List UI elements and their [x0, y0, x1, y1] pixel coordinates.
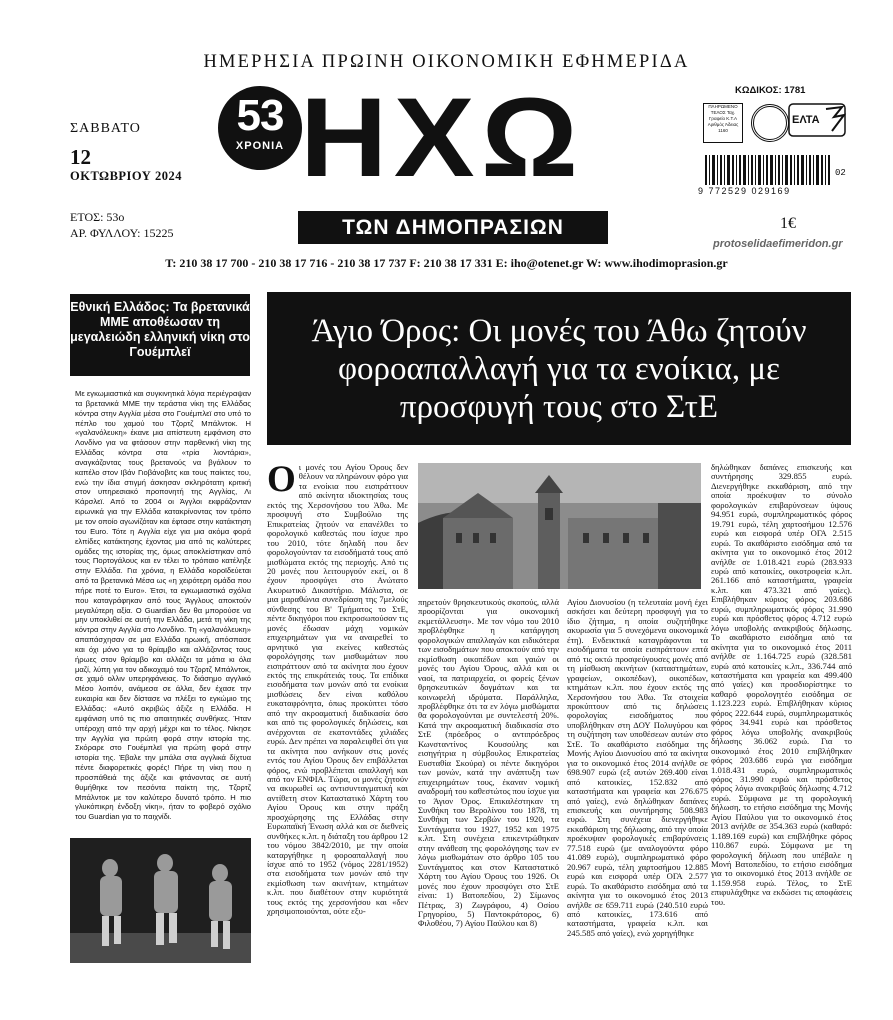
- barcode-icon: [705, 155, 830, 185]
- price: 1€: [780, 215, 796, 232]
- postal-brand: ΕΛΤΑ: [792, 114, 820, 126]
- month-year: ΟΚΤΩΒΡΙΟΥ 2024: [70, 169, 182, 183]
- monastery-photo: [418, 463, 701, 589]
- side-story-headline: Εθνική Ελλάδος: Τα βρετανικά ΜΜΕ αποθέωσαν τη μεγαλειώδη ελληνική νίκη στο Γουέμπλεϊ: [70, 294, 250, 376]
- article-column-1: [267, 463, 408, 966]
- day-number: 12: [70, 145, 91, 169]
- newspaper-subtitle: ΤΩΝ ΔΗΜΟΠΡΑΣΙΩΝ: [298, 211, 608, 244]
- article-column-3: Αγίου Διονυσίου (η τελευταία μονή έχει ασκήσει και δεύτερη προσφυγή για το ίδιο ζήτημα, η οποία συζητήθηκε ακυρωσία για 5 συνεχόμενα οικονομικά έτη). Ενδεικτικά καταγράφονται τα εισοδήματα τα οποία εισπράττουν επτά από τις οκτώ προσφεύγουσες μονές από τη μίσθωση ακινήτων (καταστημάτων, γραφείων, οικοπέδων), οικοπέδων, κτημάτων κ.λπ. που έχουν εκτός της Χερσονήσου του Άθω. Τα στοιχεία προκύπτουν από τις δηλώσεις φορολογίας εισοδήματος που υποβλήθηκαν στη ΔΟΥ Πολυγύρου και τη συζήτηση των υποθέσεων αυτών στο ΣτΕ. Το ακαθάριστο εισόδημα της Μονής Αγίου Διονυσίου από τα ακίνητα για το οικονομικό έτος 2014 ανήλθε σε 698.907 ευρώ (εξ αυτών 269.400 είναι από κατοικίες, 152.832 από καταστήματα και γραφεία και 276.675 από γαίες), ενώ δηλώθηκαν δαπάνες επισκευής και συντήρησης 508.983 ευρώ. Στη συνέχεια διενεργήθηκε εκκαθάριση της δήλωσης, από την οποία προέκυψαν φορολογικές επιβαρύνσεις 77.518 ευρώ (με αναλογούντα φόρο 41.089 ευρώ), συμπληρωματικό φόρο 20.967 ευρώ, τέλη χαρτοσήμου 12.885 ευρώ και εισφορά υπέρ ΟΓΑ 2.577 ευρώ. Το ακαθάριστο εισόδημα από τα ακίνητα για το οικονομικό έτος 2013 ανήλθε σε 659.711 ευρώ (240.510 ευρώ από κατοικίες, 173.616 από καταστήματα, γραφεία κ.λπ. και 245.585 από γαίες), ενώ χορηγήθηκε: [567, 598, 708, 938]
- product-code: ΚΩΔΙΚΟΣ: 1781: [735, 85, 806, 96]
- anniversary-number: 53: [236, 91, 284, 140]
- certification-seal-icon: [751, 104, 789, 142]
- newspaper-tagline: ΗΜΕΡΗΣΙΑ ΠΡΩΙΝΗ ΟΙΚΟΝΟΜΙΚΗ ΕΦΗΜΕΡΙΔΑ: [203, 52, 690, 72]
- weekday: ΣΑΒΒΑΤΟ: [70, 121, 141, 136]
- watermark-website: protoselidaefimeridon.gr: [713, 238, 843, 250]
- issue-number: ΑΡ. ΦΥΛΛΟΥ: 15225: [70, 226, 174, 240]
- drop-cap: Ο: [267, 463, 296, 500]
- article-column-4: δηλώθηκαν δαπάνες επισκευής και συντήρησης 329.855 ευρώ. Διενεργήθηκε εκκαθάριση, από την οποία προέκυψαν το σύνολο φορολογικών επιβαρύνσεων ύψους 94.951 ευρώ, συμπληρωματικός φόρος 19.791 ευρώ, τέλη χαρτοσήμου 12.576 ευρώ και εισφορά υπέρ ΟΓΑ 2.515 ευρώ. Το ακαθάριστο εισόδημα από τα ακίνητα για το οικονομικό έτος 2012 ανήλθε σε 1.018.421 ευρώ (283.933 ευρώ από κατοικίες, οικοτροφεία κ.λπ. 261.166 από καταστήματα, γραφεία κ.λπ. και 473.321 από γαίες). Επιβλήθηκαν κύριος φόρος 203.686 ευρώ, συμπληρωματικός φόρος 31.990 ευρώ και πρόσθετος φόρος 4.712 ευρώ λόγω υποβολής ανακριβούς δήλωσης. Το ακαθάριστο εισόδημα από τα ακίνητα για το οικονομικό έτος 2011 ανήλθε σε 1.164.725 ευρώ (328.581 ευρώ από κατοικίες κ.λπ., 336.744 από καταστήματα και γραφεία και 499.400 από γαίες) και προσδιορίστηκε το καθαρό φορολογητέο εισόδημα σε 1.123.223 ευρώ. Επιβλήθηκαν κύριος φόρος 222.644 ευρώ, συμπληρωματικός φόρος 34.941 ευρώ και πρόσθετος φόρος λόγω υποβολής ανακριβούς δήλωσης 36.062 ευρώ. Για το οικονομικό έτος 2010 επιβλήθηκαν φόρος 203.686 ευρώ για εισόδημα 1.018.431 ευρώ, συμπληρωματικός φόρος 31.990 ευρώ και πρόσθετος φόρος λόγω ανακριβούς δήλωσης 4.712 ευρώ. Σύμφωνα με τη φορολογική δήλωση, το ετήσιο εισόδημα της Μονής Αγίου Παύλου για το οικονομικό έτος 2013 ανήλθε σε 354.363 ευρώ (καθαρό: 1.189.169 ευρώ) και επιβλήθηκε φόρος 110.867 ευρώ. Σύμφωνα με τη φορολογική δήλωση που υπέβαλε η Μονή Βατοπεδίου, το ετήσιο εισόδημα για το οικονομικό έτος 2013 ανήλθε σε 1.159.958 ευρώ. Τέλος, το ΣτΕ επιφυλάχθηκε να εκδώσει τις αποφάσεις του.: [711, 463, 852, 907]
- main-headline: Άγιο Όρος: Οι μονές του Άθω ζητούν φοροαπαλλαγή για τα ενοίκια, με προσφυγή τους στο ΣτΕ: [267, 292, 851, 445]
- postage-paid-box: ΠΛΗΡΩΜΕΝΟ ΤΕΛΟΣ Ταχ. Γραφείο Κ.Τ.Α Αριθμός Άδειας 1160: [703, 103, 743, 143]
- newspaper-logo: ΗΧΩ: [300, 75, 585, 200]
- article-column-1-text: ι μονές του Αγίου Όρους δεν θέλουν να πληρώνουν φόρο για τα ενοίκια που εισπράττουν από ακίνητα ιδιοκτησίας τους εκτός της Χερσονήσου του Άθω. Με προσφυγή στο Συμβούλιο της Επικρατείας ζητούν να επανέλθει το φορολογικό καθεστώς που ίσχυε προ του 2010, τότε δηλαδή που δεν φορολογούνταν τα εισοδήματά τους από μισθώματα εκτός της περιοχής. Από τις 20 μονές που λειτουργούν εκεί, οι 8 έχουν προσφύγει στο Ανώτατο Ακυρωτικό Δικαστήριο. Μάλιστα, σε μια μαραθώνια συνεδρίαση της 7μελούς σύνθεσης του Β' Τμήματος το ΣτΕ, πέντε δικηγόροι που εκπροσωπούσαν τις μονές έδωσαν μάχη νομικών επιχειρημάτων για να αναιρεθεί το αρνητικό για εκείνες καθεστώς φορολόγησης των μισθωμάτων που εισπράττουν από τα ακίνητα που έχουν εκτός της επικράτειάς τους. Τα επίδικα εισοδήματα των μονών από τα ενοίκια μισθώσεις δεν είναι καθόλου ευκαταφρόνητα, όπως προκύπτει τόσο από την ακροαματική διαδικασία όσο και από τις φορολογικές δηλώσεις, και ανέρχονται σε εκατοντάδες χιλιάδες ευρώ. Δεν πρέπει να παραλειφθεί ότι για τα ακίνητα που ανήκουν στις μονές εντός του Αγίου Όρους δεν επιβάλλεται φόρος, ενώ προβλέπεται απαλλαγή και από τον ΕΝΦΙΑ. Τώρα, οι μονές ζητούν να ακυρωθεί ως αντισυνταγματική και αντίθετη στον Καταστατικό Χάρτη του Αγίου Όρους και στην πράξη προσχώρησης της Ελλάδας στην Ευρωπαϊκή Ένωση αλλά και σε διεθνείς συνθήκες κ.λπ. η διάταξη του άρθρου 12 του νόμου 3842/2010, με την οποία καταργήθηκε η φοροαπαλλαγή που ίσχυε από το 1952 (νόμος 2281/1952) στα εισοδήματα των μονών από την εκμίσθωση των ακινήτων, κτημάτων κ.λπ. που διαθέτουν στην κυριότητά τους εκτός της χερσονήσου και «δεν χρησιμοποιούνται, ούτε εξυ-: [267, 463, 408, 917]
- article-column-2: πηρετούν θρησκευτικούς σκοπούς, αλλά προορίζονται για οικονομική εκμετάλλευση». Με τον νόμο του 2010 προβλέφθηκε η κατάργηση φορολογικών απαλλαγών και ειδικότερα των εισοδημάτων που αποκτούν από την εκμίσθωση οικοπέδων και γαιών οι μονές του Αγίου Όρους, αλλά και οι ναοί, τα πατριαρχεία, οι φορείς ξένων θρησκευτικών δογμάτων και τα κοινωφελή ιδρύματα. Παράλληλα, προβλέφθηκε ότι τα εν λόγω μισθώματα θα φορολογούνται με συντελεστή 20%. Κατά την ακροαματική διαδικασία στο ΣτΕ (πρόεδρος ο αντιπρόεδρος Κωνσταντίνος Κουσούλης και εισηγήτρια η σύμβουλος Επικρατείας Ευσταθία Σκούρα) οι πέντε δικηγόροι των μονών, κατά την ανάπτυξη των επιχειρημάτων τους, έκαναν νομική αναδρομή του καθεστώτος που ίσχυε για το Άγιον Όρος. Επικαλέστηκαν τη Συνθήκη του Βερολίνου του 1878, τη Συνθήκη των Σερβών του 1920, τα Συντάγματα του 1927, 1952 και 1975 κ.λπ. Στη συνέχεια επικεντρώθηκαν στην ανάθεση της φορολόγησης των εν λόγω μισθωμάτων στο άρθρο 105 του Συντάγματος και στον Καταστατικό Χάρτη του Αγίου Όρους του 1926. Οι μονές που έχουν προσφύγει στο ΣτΕ είναι: 1) Βατοπεδίου, 2) Σίμωνος Πέτρας, 3) Ζωγράφου, 4) Οσίου Γρηγορίου, 5) Παντοκράτορος, 6) Φιλοθέου, 7) Αγίου Παύλου και 8): [418, 598, 559, 929]
- anniversary-badge: [218, 86, 302, 170]
- anniversary-text: ΧΡΟΝΙΑ: [235, 140, 285, 152]
- football-players-photo: [70, 838, 251, 963]
- contact-line: T: 210 38 17 700 - 210 38 17 716 - 210 38 17 737 F: 210 38 17 331 E: iho@otenet.gr W: www.ihodimoprasion.gr: [165, 256, 728, 270]
- side-story-body: Με εγκωμιαστικά και συγκινητικά λόγια περιέγραψαν τα βρετανικά ΜΜΕ την τεράστια νίκη της Ελλάδας κόντρα στην Αγγλία μέσα στο Γουέμπλεϊ στο υπό το πέπλο του χαμού του Τζορτζ Μπάλντοκ. Η «γαλανόλευκη» έκανε μια απίστευτη εμφάνιση στο Λονδίνο για να φτάσουν στην παρθενική νίκη της Ελλάδας κόντρα στα «τρία λιοντάρια», αναγκάζοντας τους βρετανούς να βγάλουν το καπέλο στον Ιβάν Γιοβάνοβιτς και τους παίκτες του, ενώ την ίδια στιγμή άσκησαν σκληρότατη κριτική στον υπηρεσιακό προπονητή της Αγγλίας, Λι Κάρσλεϊ. Από το 2004 οι Άγγλοι εκφράζονταν ειρωνικά για την Ελλάδα κατακρίνοντας τον τρόπο με τον οποίο αγωνίζόταν και έφτασε στην κατάκτηση του Euro. Τότε η Αγγλία είχε για μια ακόμα φορά ελπίδες κατάκτησης έχοντας μια από τις καλύτερες ομάδες της ιστορίας της, όμως αποκλείστηκαν από τους Πορτογάλους και εν τέλει το τρόπαιο κατέληξε στην Ελλάδα. Για χρόνια, η Ελλάδα κοροϊδεύεται από τα βρετανικά Μέσα ως «η χειρότερη ομάδα που πήρε ποτέ το Euro». Έτσι, τα εγκωμιαστικά σχόλια που καταγράφηκαν από τους Άγγλους αποκτούν μεγαλύτερη αξία. Ο Guardian δεν θα μπορούσε να μην υποκλιθεί σε αυτή την Ελλάδα, μετά τη νίκη της κόντρα στην Αγγλία στο Λονδίνο. Τη «γαλανόλευκη» απαπάσχησαν σε μια Ελλάδα ηρωική, απόσπασε και όχι μόνο για το θρίαμβο και αλλάζοντας τους ήρωες στον θρίαμβο και αλλάζει τα μάτια κι όλα μαζί, λύπη για τον αδικοχαμό του Τζορτζ Μπάλντοκ, σε χαμό ολλιν υπερηφάνειας. Το διάσημο αγγλικό Μέσο λοιπόν, ανάμεσα σε άλλα, δεν έχασε την ευκαιρία και δεν δίστασε να πλέξει το εγκώμιο της Ελλάδας: «Αυτό ακριβώς άξιζε η Ελλάδα. Η εμφάνιση υπό τις πιο απαιτητικές συνθήκες. Ήταν υπέροχη από την αρχή μέχρι και το τέλος. Νίκησε την Αγγλία για πρώτη φορά στην ιστορία της. Σκόραρε στο Γουέμπλεϊ για πρώτη φορά στην ιστορία της. Έβαλε την μπάλα στα αγγλικά δίχτυα πέντε διαφορετικές φορές! Πήρε τη νίκη που η προσπάθειά της άξιζε και φτάνοντας σε αυτή θυμήθηκε τον πεσόντα παίκτη της, Τζορτζ Μπάλντοκ με τον καλύτερο δυνατό τρόπο. Η πιο γλυκόπικρη ένδοξη νίκη», ήταν το φοβερό σχόλιο του Guardian για το παιχνίδι.: [75, 389, 251, 822]
- barcode-number: 9 772529 029169: [698, 186, 791, 196]
- year-label: ΕΤΟΣ: 53ο: [70, 210, 125, 224]
- barcode-issue-digits: 02: [835, 168, 846, 178]
